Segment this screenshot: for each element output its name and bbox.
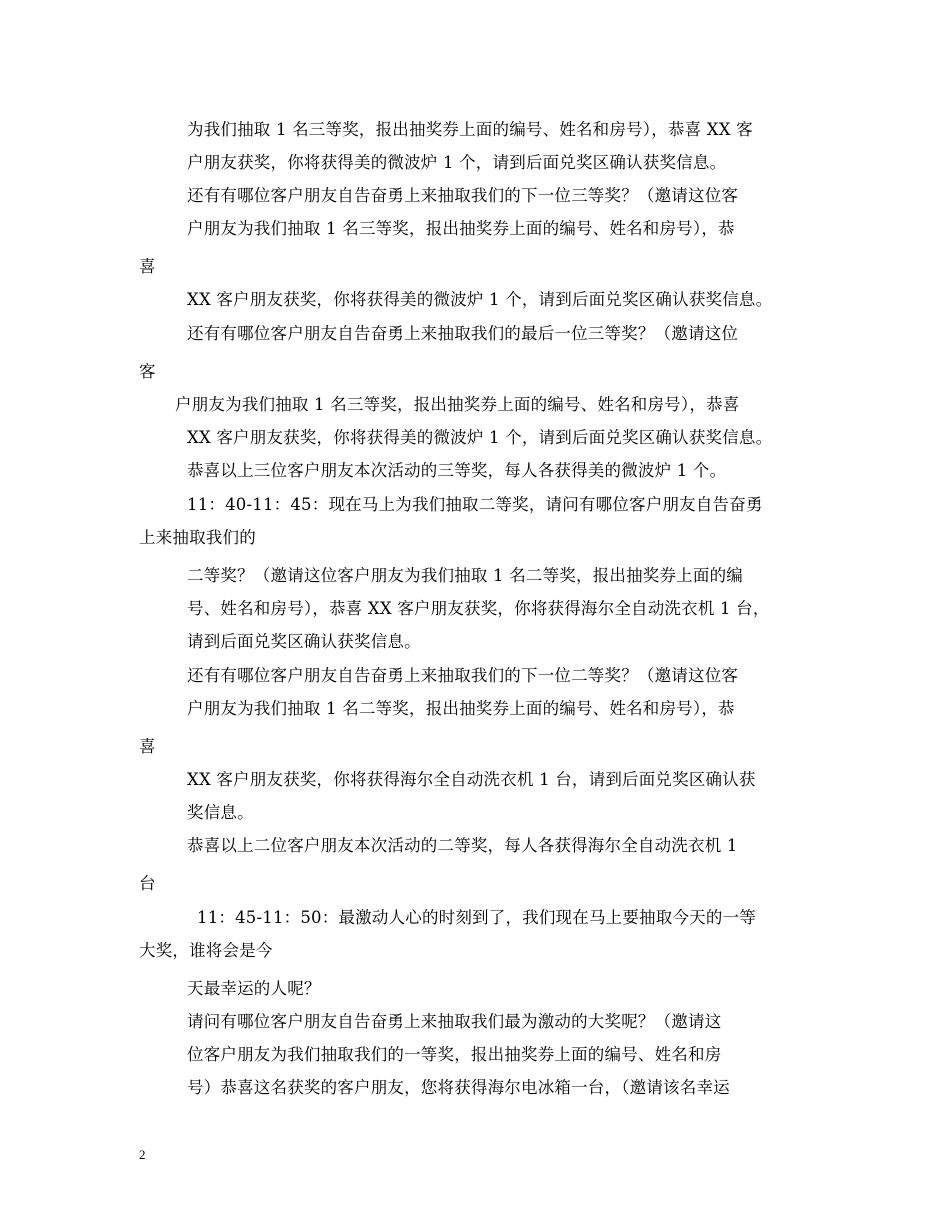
text-line: 奖信息。 xyxy=(187,803,254,822)
text-line: 11：45-11：50：最激动人心的时刻到了，我们现在马上要抽取今天的一等 xyxy=(197,908,756,927)
text-line: 为我们抽取 1 名三等奖，报出抽奖券上面的编号、姓名和房号），恭喜 XX 客 xyxy=(187,120,753,139)
text-line: 天最幸运的人呢？ xyxy=(187,979,321,998)
text-line: 号、姓名和房号），恭喜 XX 客户朋友获奖，你将获得海尔全自动洗衣机 1 台， xyxy=(187,599,770,618)
page-number: 2 xyxy=(139,1147,146,1162)
text-line: 请到后面兑奖区确认获奖信息。 xyxy=(187,632,421,651)
text-line: 11：40-11：45：现在马上为我们抽取二等奖，请问有哪位客户朋友自告奋勇 xyxy=(187,495,763,514)
text-line: 还有有哪位客户朋友自告奋勇上来抽取我们的下一位三等奖？（邀请这位客 xyxy=(187,186,739,205)
text-line: 恭喜以上三位客户朋友本次活动的三等奖，每人各获得美的微波炉 1 个。 xyxy=(187,461,727,480)
text-line: 恭喜以上二位客户朋友本次活动的二等奖，每人各获得海尔全自动洗衣机 1 xyxy=(187,836,738,855)
text-line: XX 客户朋友获奖，你将获得海尔全自动洗衣机 1 台，请到后面兑奖区确认获 xyxy=(187,770,756,789)
text-line: 喜 xyxy=(139,737,156,756)
text-line: 请问有哪位客户朋友自告奋勇上来抽取我们最为激动的大奖呢？（邀请这 xyxy=(187,1012,722,1031)
text-line: 喜 xyxy=(139,257,156,276)
text-line: 大奖，谁将会是今 xyxy=(139,941,273,960)
text-line: XX 客户朋友获奖，你将获得美的微波炉 1 个，请到后面兑奖区确认获奖信息。 xyxy=(187,428,773,447)
text-line: 二等奖？（邀请这位客户朋友为我们抽取 1 名二等奖，报出抽奖券上面的编 xyxy=(187,566,743,585)
text-line: 户朋友为我们抽取 1 名三等奖，报出抽奖券上面的编号、姓名和房号），恭 xyxy=(187,219,735,238)
text-line: 户朋友获奖，你将获得美的微波炉 1 个，请到后面兑奖区确认获奖信息。 xyxy=(187,153,727,172)
text-line: 客 xyxy=(139,362,156,381)
text-line: 还有有哪位客户朋友自告奋勇上来抽取我们的最后一位三等奖？（邀请这位 xyxy=(187,324,739,343)
text-line: 户朋友为我们抽取 1 名二等奖，报出抽奖券上面的编号、姓名和房号），恭 xyxy=(187,699,735,718)
text-line: 户朋友为我们抽取 1 名三等奖，报出抽奖券上面的编号、姓名和房号），恭喜 xyxy=(175,395,740,414)
text-line: 号）恭喜这名获奖的客户朋友，您将获得海尔电冰箱一台，（邀请该名幸运 xyxy=(187,1078,730,1097)
text-line: 位客户朋友为我们抽取我们的一等奖，报出抽奖券上面的编号、姓名和房 xyxy=(187,1045,722,1064)
text-line: 台 xyxy=(139,874,156,893)
text-line: 上来抽取我们的 xyxy=(139,528,256,547)
text-line: 还有有哪位客户朋友自告奋勇上来抽取我们的下一位二等奖？（邀请这位客 xyxy=(187,666,739,685)
text-line: XX 客户朋友获奖，你将获得美的微波炉 1 个，请到后面兑奖区确认获奖信息。 xyxy=(187,290,773,309)
